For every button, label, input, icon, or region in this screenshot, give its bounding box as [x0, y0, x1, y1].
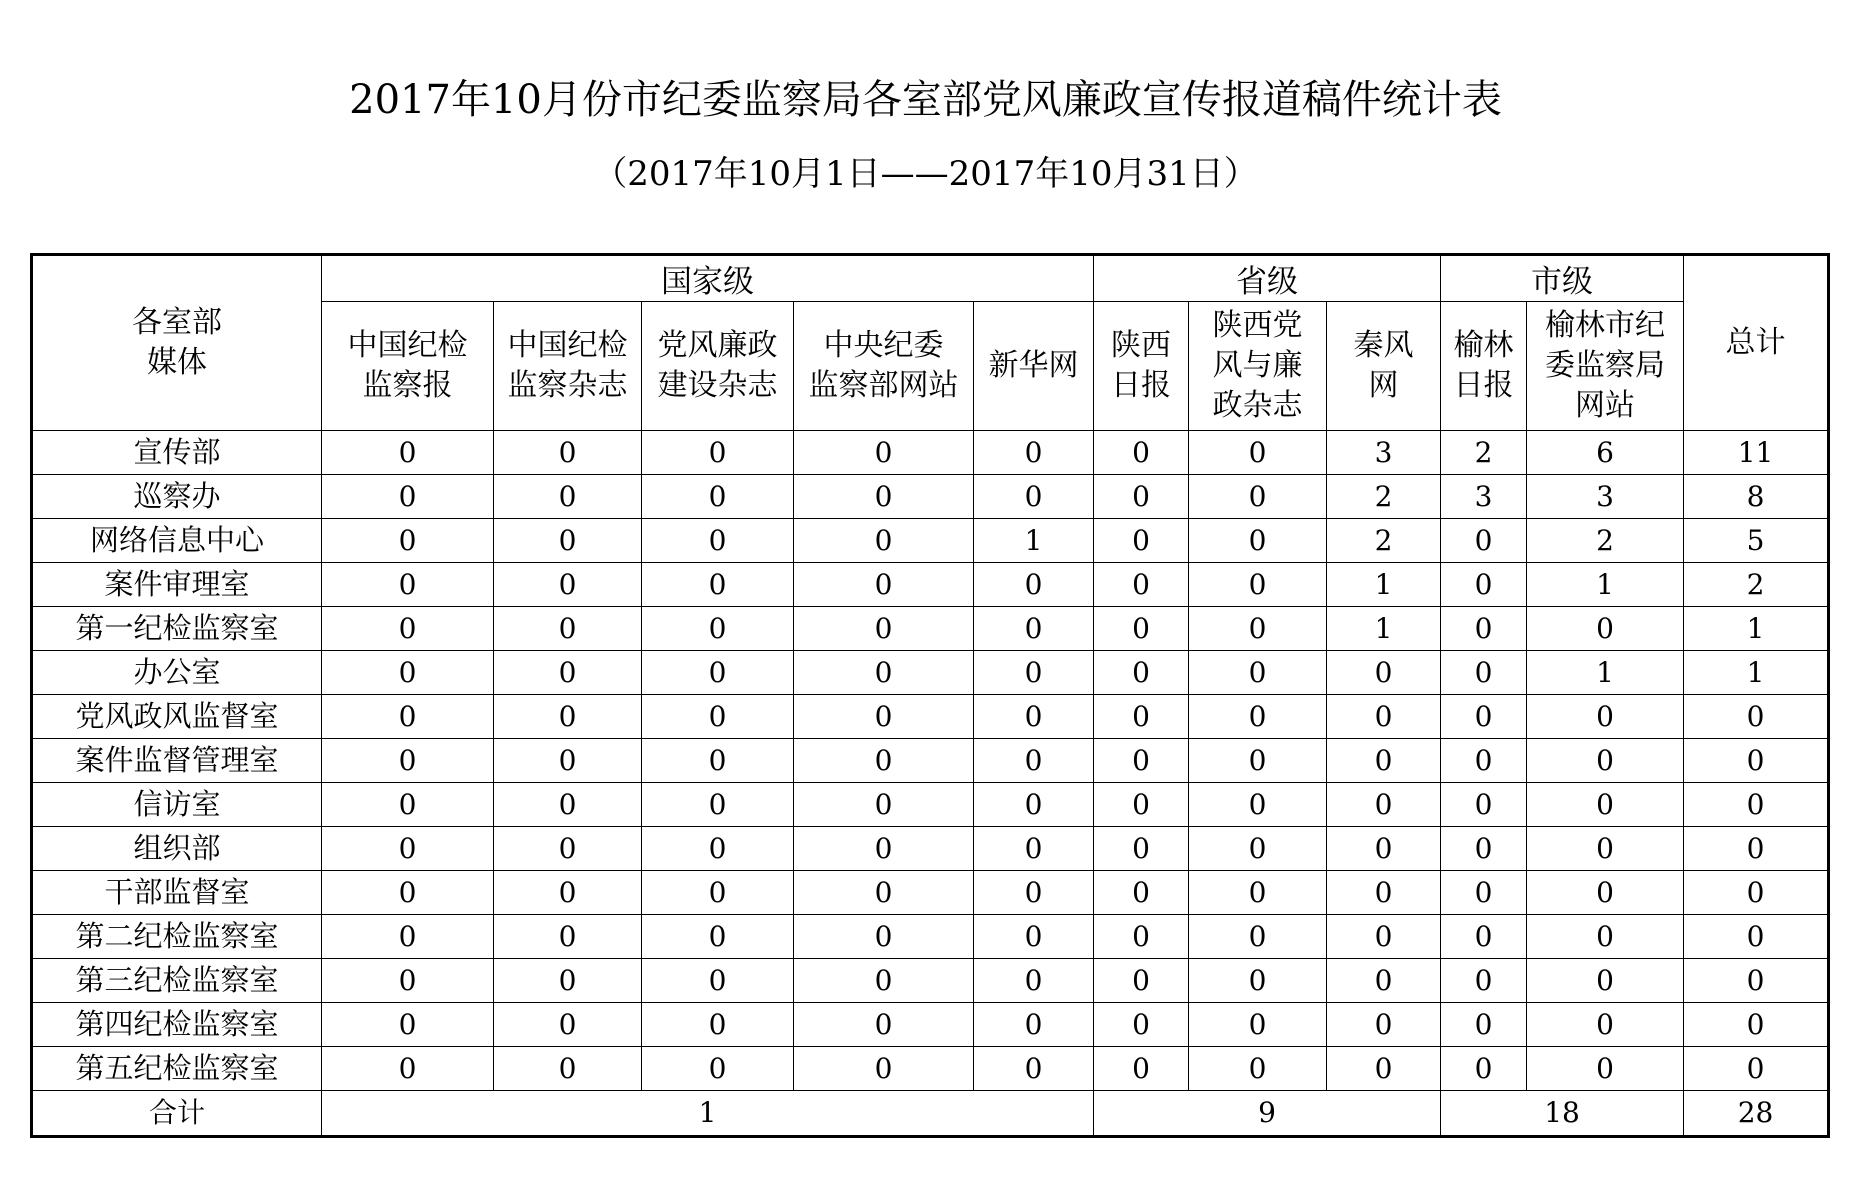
count-cell: 0 — [794, 871, 974, 915]
count-cell: 0 — [1189, 695, 1327, 739]
department-cell: 第三纪检监察室 — [32, 959, 322, 1003]
count-cell: 0 — [974, 1047, 1094, 1091]
table-row — [32, 431, 1829, 475]
count-cell: 0 — [1094, 1003, 1189, 1047]
count-cell: 0 — [1189, 563, 1327, 607]
count-cell: 0 — [322, 651, 494, 695]
count-cell: 0 — [974, 915, 1094, 959]
count-cell: 0 — [1189, 827, 1327, 871]
count-cell: 0 — [642, 915, 794, 959]
count-cell: 0 — [1189, 431, 1327, 475]
count-cell: 0 — [1327, 915, 1441, 959]
row-total-cell: 0 — [1684, 871, 1829, 915]
column-header: 中国纪检 监察杂志 — [494, 302, 642, 431]
row-total-cell: 0 — [1684, 695, 1829, 739]
count-cell: 0 — [974, 1003, 1094, 1047]
count-cell: 0 — [1527, 1047, 1684, 1091]
department-cell: 第四纪检监察室 — [32, 1003, 322, 1047]
column-header: 党风廉政 建设杂志 — [642, 302, 794, 431]
count-cell: 0 — [1094, 475, 1189, 519]
count-cell: 0 — [794, 431, 974, 475]
department-cell: 第五纪检监察室 — [32, 1047, 322, 1091]
count-cell: 0 — [1094, 871, 1189, 915]
count-cell: 0 — [1327, 1003, 1441, 1047]
row-total-cell: 1 — [1684, 607, 1829, 651]
count-cell: 0 — [974, 959, 1094, 1003]
count-cell: 0 — [1327, 871, 1441, 915]
national-total-cell: 1 — [322, 1091, 1094, 1137]
count-cell: 0 — [1527, 915, 1684, 959]
count-cell: 0 — [642, 739, 794, 783]
table-row — [32, 1047, 1829, 1091]
row-total-cell: 1 — [1684, 651, 1829, 695]
count-cell: 0 — [1527, 695, 1684, 739]
provincial-total-cell: 9 — [1094, 1091, 1441, 1137]
count-cell: 0 — [1327, 651, 1441, 695]
count-cell: 0 — [1094, 695, 1189, 739]
column-header: 中国纪检 监察报 — [322, 302, 494, 431]
department-cell: 信访室 — [32, 783, 322, 827]
count-cell: 0 — [1189, 1047, 1327, 1091]
count-cell: 0 — [1094, 827, 1189, 871]
count-cell: 0 — [322, 695, 494, 739]
count-cell: 0 — [1441, 739, 1527, 783]
count-cell: 0 — [494, 827, 642, 871]
count-cell: 0 — [642, 783, 794, 827]
count-cell: 0 — [642, 1047, 794, 1091]
count-cell: 0 — [794, 519, 974, 563]
count-cell: 0 — [974, 827, 1094, 871]
column-header: 新华网 — [974, 302, 1094, 431]
count-cell: 0 — [322, 827, 494, 871]
row-total-cell: 0 — [1684, 783, 1829, 827]
count-cell: 0 — [1189, 651, 1327, 695]
count-cell: 0 — [1094, 519, 1189, 563]
row-total-cell: 11 — [1684, 431, 1829, 475]
row-total-cell: 0 — [1684, 739, 1829, 783]
count-cell: 0 — [1094, 1047, 1189, 1091]
count-cell: 0 — [1441, 783, 1527, 827]
count-cell: 0 — [494, 695, 642, 739]
count-cell: 0 — [794, 915, 974, 959]
group-header-national: 国家级 — [322, 255, 1094, 302]
count-cell: 0 — [1189, 871, 1327, 915]
count-cell: 0 — [494, 783, 642, 827]
count-cell: 0 — [1189, 519, 1327, 563]
count-cell: 0 — [1441, 1003, 1527, 1047]
count-cell: 0 — [642, 607, 794, 651]
count-cell: 0 — [322, 431, 494, 475]
count-cell: 0 — [642, 695, 794, 739]
column-header: 中央纪委 监察部网站 — [794, 302, 974, 431]
municipal-total-cell: 18 — [1441, 1091, 1684, 1137]
count-cell: 1 — [974, 519, 1094, 563]
count-cell: 0 — [1441, 519, 1527, 563]
summary-row — [32, 1091, 1829, 1137]
table-row — [32, 739, 1829, 783]
department-cell: 干部监督室 — [32, 871, 322, 915]
row-total-cell: 0 — [1684, 959, 1829, 1003]
count-cell: 0 — [1094, 651, 1189, 695]
column-header: 秦风 网 — [1327, 302, 1441, 431]
count-cell: 0 — [494, 1003, 642, 1047]
count-cell: 0 — [322, 563, 494, 607]
summary-label: 合计 — [32, 1091, 322, 1137]
table-row — [32, 1003, 1829, 1047]
count-cell: 0 — [1327, 695, 1441, 739]
department-cell: 案件监督管理室 — [32, 739, 322, 783]
group-header-provincial: 省级 — [1094, 255, 1441, 302]
count-cell: 0 — [1189, 739, 1327, 783]
count-cell: 0 — [794, 475, 974, 519]
count-cell: 0 — [1441, 651, 1527, 695]
count-cell: 0 — [494, 607, 642, 651]
count-cell: 0 — [642, 959, 794, 1003]
count-cell: 0 — [494, 651, 642, 695]
count-cell: 0 — [1327, 959, 1441, 1003]
table-row — [32, 783, 1829, 827]
count-cell: 1 — [1327, 607, 1441, 651]
count-cell: 0 — [794, 783, 974, 827]
row-total-cell: 0 — [1684, 1047, 1829, 1091]
count-cell: 0 — [642, 431, 794, 475]
count-cell: 0 — [494, 431, 642, 475]
stats-table — [30, 253, 1830, 1138]
count-cell: 0 — [1189, 607, 1327, 651]
count-cell: 0 — [1094, 607, 1189, 651]
department-cell: 第一纪检监察室 — [32, 607, 322, 651]
department-cell: 巡察办 — [32, 475, 322, 519]
table-row — [32, 827, 1829, 871]
count-cell: 0 — [322, 519, 494, 563]
count-cell: 0 — [1441, 1047, 1527, 1091]
count-cell: 0 — [1527, 827, 1684, 871]
count-cell: 0 — [1527, 739, 1684, 783]
count-cell: 0 — [794, 1003, 974, 1047]
count-cell: 0 — [322, 871, 494, 915]
count-cell: 0 — [1094, 431, 1189, 475]
count-cell: 0 — [642, 871, 794, 915]
count-cell: 0 — [322, 959, 494, 1003]
table-row — [32, 519, 1829, 563]
department-cell: 案件审理室 — [32, 563, 322, 607]
count-cell: 0 — [1327, 827, 1441, 871]
table-body — [32, 431, 1829, 1091]
count-cell: 0 — [494, 519, 642, 563]
count-cell: 0 — [794, 959, 974, 1003]
table-footer — [32, 1091, 1829, 1137]
count-cell: 0 — [1441, 959, 1527, 1003]
table-row — [32, 915, 1829, 959]
count-cell: 6 — [1527, 431, 1684, 475]
count-cell: 0 — [642, 1003, 794, 1047]
count-cell: 0 — [642, 651, 794, 695]
count-cell: 0 — [1189, 475, 1327, 519]
count-cell: 2 — [1527, 519, 1684, 563]
column-header: 陕西党 风与廉 政杂志 — [1189, 302, 1327, 431]
count-cell: 0 — [322, 915, 494, 959]
count-cell: 0 — [322, 607, 494, 651]
count-cell: 0 — [1327, 1047, 1441, 1091]
table-row — [32, 959, 1829, 1003]
row-total-cell: 5 — [1684, 519, 1829, 563]
department-cell: 组织部 — [32, 827, 322, 871]
count-cell: 0 — [794, 739, 974, 783]
count-cell: 0 — [494, 739, 642, 783]
count-cell: 0 — [974, 431, 1094, 475]
table-row — [32, 607, 1829, 651]
grand-total-cell: 28 — [1684, 1091, 1829, 1137]
count-cell: 3 — [1527, 475, 1684, 519]
count-cell: 0 — [1094, 563, 1189, 607]
count-cell: 0 — [1527, 1003, 1684, 1047]
count-cell: 1 — [1527, 563, 1684, 607]
count-cell: 0 — [794, 827, 974, 871]
count-cell: 0 — [1094, 739, 1189, 783]
row-total-cell: 2 — [1684, 563, 1829, 607]
row-total-cell: 0 — [1684, 915, 1829, 959]
count-cell: 0 — [1094, 783, 1189, 827]
count-cell: 0 — [322, 1003, 494, 1047]
count-cell: 0 — [494, 959, 642, 1003]
column-header: 榆林市纪 委监察局 网站 — [1527, 302, 1684, 431]
count-cell: 0 — [494, 871, 642, 915]
count-cell: 0 — [1441, 827, 1527, 871]
count-cell: 3 — [1441, 475, 1527, 519]
table-row — [32, 871, 1829, 915]
count-cell: 0 — [494, 563, 642, 607]
department-cell: 第二纪检监察室 — [32, 915, 322, 959]
count-cell: 0 — [1189, 959, 1327, 1003]
table-row — [32, 475, 1829, 519]
table-row — [32, 563, 1829, 607]
row-total-cell: 0 — [1684, 1003, 1829, 1047]
count-cell: 0 — [1189, 1003, 1327, 1047]
count-cell: 0 — [322, 783, 494, 827]
count-cell: 0 — [494, 475, 642, 519]
count-cell: 0 — [322, 1047, 494, 1091]
count-cell: 0 — [974, 871, 1094, 915]
count-cell: 2 — [1327, 519, 1441, 563]
count-cell: 0 — [1189, 783, 1327, 827]
table-header — [32, 255, 1829, 431]
count-cell: 0 — [974, 475, 1094, 519]
count-cell: 1 — [1527, 651, 1684, 695]
column-header: 陕西 日报 — [1094, 302, 1189, 431]
count-cell: 0 — [642, 563, 794, 607]
count-cell: 0 — [794, 695, 974, 739]
count-cell: 0 — [1327, 739, 1441, 783]
count-cell: 0 — [1441, 915, 1527, 959]
count-cell: 0 — [642, 475, 794, 519]
count-cell: 0 — [794, 607, 974, 651]
count-cell: 0 — [1189, 915, 1327, 959]
count-cell: 0 — [794, 563, 974, 607]
count-cell: 0 — [974, 739, 1094, 783]
count-cell: 2 — [1441, 431, 1527, 475]
count-cell: 0 — [794, 1047, 974, 1091]
count-cell: 0 — [322, 475, 494, 519]
count-cell: 0 — [974, 783, 1094, 827]
count-cell: 0 — [1441, 563, 1527, 607]
count-cell: 0 — [322, 739, 494, 783]
page-title: 2017年10月份市纪委监察局各室部党风廉政宣传报道稿件统计表 — [349, 77, 1502, 123]
count-cell: 0 — [1441, 695, 1527, 739]
count-cell: 0 — [1527, 783, 1684, 827]
count-cell: 0 — [794, 651, 974, 695]
department-cell: 宣传部 — [32, 431, 322, 475]
group-header-municipal: 市级 — [1441, 255, 1684, 302]
count-cell: 0 — [1094, 959, 1189, 1003]
count-cell: 1 — [1327, 563, 1441, 607]
table-row — [32, 651, 1829, 695]
group-header-row — [32, 255, 1829, 302]
count-cell: 3 — [1327, 431, 1441, 475]
count-cell: 0 — [1327, 783, 1441, 827]
date-range-subtitle: （2017年10月1日——2017年10月31日） — [593, 154, 1258, 194]
row-total-cell: 0 — [1684, 827, 1829, 871]
count-cell: 0 — [1527, 959, 1684, 1003]
count-cell: 0 — [494, 915, 642, 959]
count-cell: 2 — [1327, 475, 1441, 519]
count-cell: 0 — [642, 519, 794, 563]
column-header: 榆林 日报 — [1441, 302, 1527, 431]
count-cell: 0 — [974, 563, 1094, 607]
count-cell: 0 — [1441, 871, 1527, 915]
table-row — [32, 695, 1829, 739]
row-total-cell: 8 — [1684, 475, 1829, 519]
count-cell: 0 — [1527, 607, 1684, 651]
count-cell: 0 — [494, 1047, 642, 1091]
count-cell: 0 — [1527, 871, 1684, 915]
count-cell: 0 — [974, 607, 1094, 651]
corner-header: 各室部 媒体 — [32, 255, 322, 431]
total-header: 总计 — [1684, 255, 1829, 431]
department-cell: 党风政风监督室 — [32, 695, 322, 739]
count-cell: 0 — [1441, 607, 1527, 651]
count-cell: 0 — [974, 651, 1094, 695]
count-cell: 0 — [1094, 915, 1189, 959]
count-cell: 0 — [974, 695, 1094, 739]
count-cell: 0 — [642, 827, 794, 871]
department-cell: 网络信息中心 — [32, 519, 322, 563]
department-cell: 办公室 — [32, 651, 322, 695]
